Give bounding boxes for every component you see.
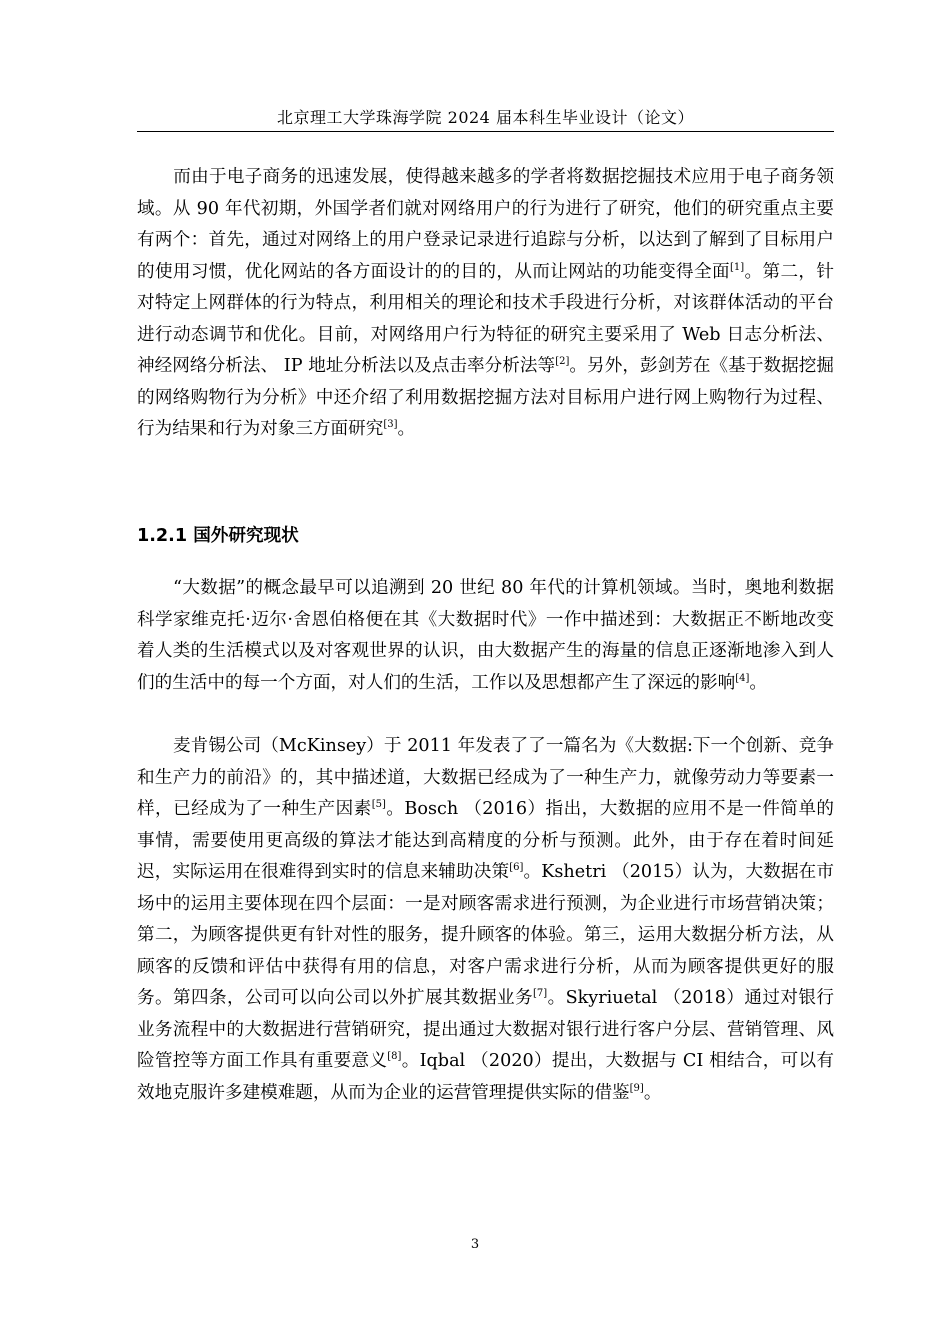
paragraph-text: 麦肯锡公司（McKinsey）于 2011 年发表了了一篇名为《大数据:下一个创新、竞争和生产力的前沿》的，其中描述道，大数据已经成为了一种生产力，就像劳动力等要素一样，已经成为了一种生产因素 [137,736,834,819]
citation-ref: [2] [555,356,570,368]
citation-ref: [1] [729,261,745,273]
page-number: 3 [470,1237,480,1252]
paragraph-text: 。Bosch （2016）指出，大数据的应用不是一件简单的事情，需要使用更高级的算法才能达到高精度的分析与预测。此外，由于存在着时间延迟，实际运用在很难得到实时的信息来辅助决策 [137,799,834,882]
paragraph-text: 。Iqbal （2020）提出，大数据与 CI 相结合，可以有效地克服许多建模难题，从而为企业的运营管理提供实际的借鉴 [137,1051,834,1103]
paragraph-big-data-concept [137,573,834,699]
paragraph-foreign-research [137,731,834,1109]
citation-ref: [6] [509,862,524,874]
citation-ref: [4] [735,672,750,684]
paragraph-text: 。Skyriuetal （2018）通过对银行业务流程中的大数据进行营销研究，提出通过大数据对银行进行客户分层、营销管理、风险管控等方面工作具有重要意义 [137,988,834,1071]
header-divider [137,131,834,132]
paragraph-text: 。 [749,672,767,693]
citation-ref: [3] [383,419,398,431]
citation-ref: [8] [387,1051,402,1063]
paragraph-text: 。Kshetri （2015）认为，大数据在市场中的运用主要体现在四个层面：一是对顾客需求进行预测，为企业进行市场营销决策；第二，为顾客提供更有针对性的服务，提升顾客的体验。第三，运用大数据分析方法，从顾客的反馈和评估中获得有用的信息，对客户需求进行分析，从而为顾客提供更好的服务。第四条，公司可以向公司以外扩展其数据业务 [137,862,834,1008]
section-heading: 1.2.1 国外研究现状 [137,526,299,546]
paragraph-text: 。第二，针对特定上网群体的行为特点，利用相关的理论和技术手段进行分析，对该群体活动的平台进行动态调节和优化。目前，对网络用户行为特征的研究主要采用了 Web 日志分析法、神经网络分析法、 IP 地址分析法以及点击率分析法等 [137,261,834,376]
paragraph-text: 。另外，彭剑芳在《基于数据挖掘的网络购物行为分析》中还介绍了利用数据挖掘方法对目标用户进行网上购物行为过程、行为结果和行为对象三方面研究 [137,356,834,439]
paragraph-text: 。 [643,1082,662,1103]
citation-ref: [7] [533,988,548,1000]
paragraph-text: 而由于电子商务的迅速发展，使得越来越多的学者将数据挖掘技术应用于电子商务领域。从 90 年代初期，外国学者们就对网络用户的行为进行了研究，他们的研究重点主要有两个：首先，通过对网络上的用户登录记录进行追踪与分析，以达到了解到了目标用户的使用习惯，优化网站的各方面设计的的目的，从而让网站的功能变得全面 [137,167,834,282]
citation-ref: [5] [371,799,386,811]
paragraph-text: 。 [397,419,416,439]
page-header: 北京理工大学珠海学院 2024 届本科生毕业设计（论文） [277,108,694,127]
paragraph-ecommerce [137,162,834,446]
paragraph-text: “大数据”的概念最早可以追溯到 20 世纪 80 年代的计算机领域。当时，奥地利数据科学家维克托·迈尔·舍恩伯格便在其《大数据时代》一作中描述到：大数据正不断地改变着人类的生活模式以及对客观世界的认识，由大数据产生的海量的信息正逐渐地渗入到人们的生活中的每一个方面，对人们的生活，工作以及思想都产生了深远的影响 [137,578,834,693]
citation-ref: [9] [629,1082,644,1094]
